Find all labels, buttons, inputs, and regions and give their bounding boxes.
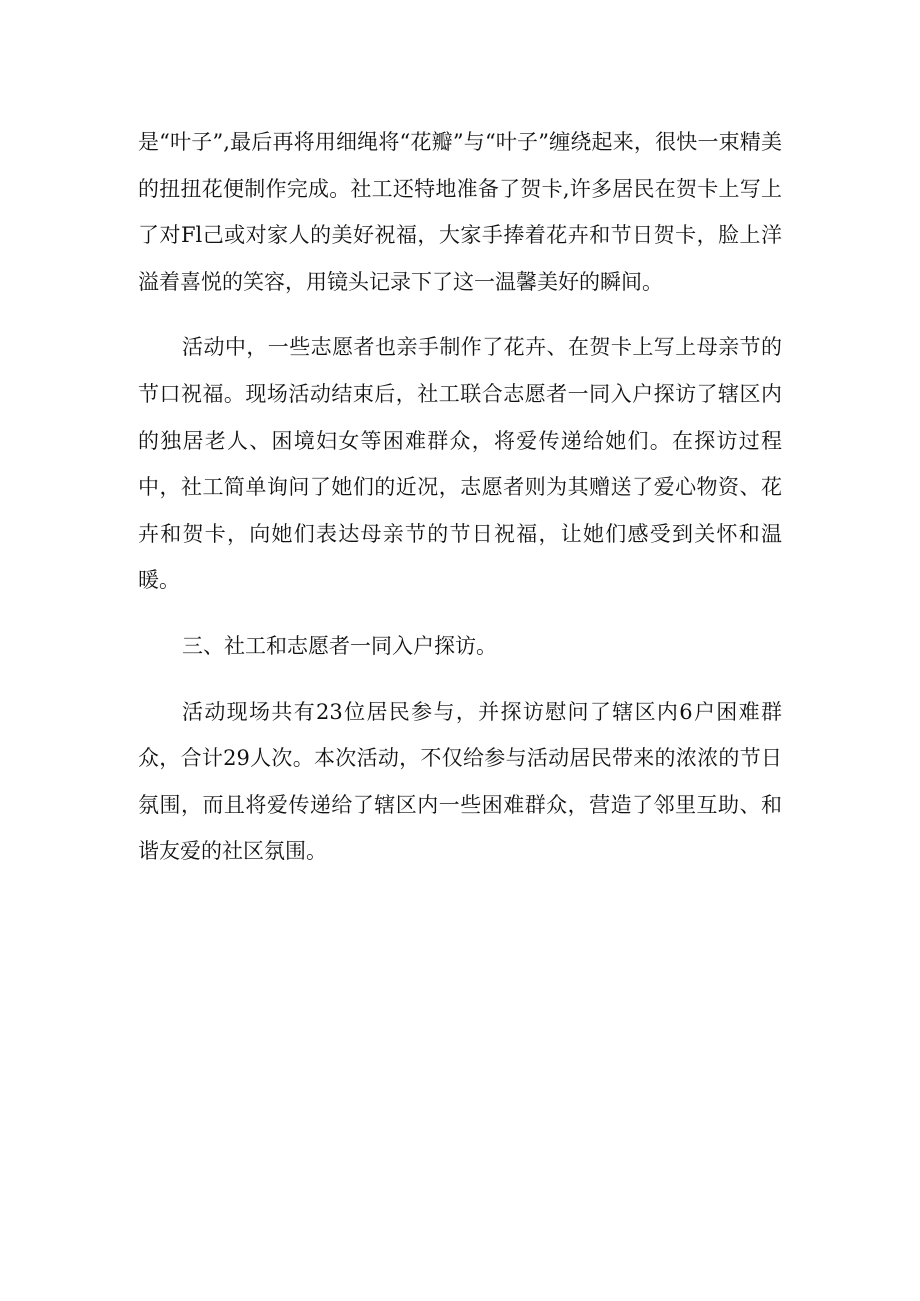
paragraph-activity: 活动中，一些志愿者也亲手制作了花卉、在贺卡上写上母亲节的节口祝福。现场活动结束后，社工联合志愿者一同入户探访了辖区内的独居老人、困境妇女等困难群众，将爱传递给她们。在探访过程中，社工简单询问了她们的近况，志愿者则为其赠送了爱心物资、花卉和贺卡，向她们表达母亲节的节日祝福，让她们感受到关怀和温暖。 bbox=[138, 335, 782, 593]
paragraph-summary: 活动现场共有23位居民参与，并探访慰问了辖区内6户困难群众，合计29人次。本次活动，不仅给参与活动居民带来的浓浓的节日氛围，而且将爱传递给了辖区内一些困难群众，营造了邻里互助、和谐友爱的社区氛围。 bbox=[138, 699, 782, 864]
section-heading: 三、社工和志愿者一同入户探访。 bbox=[182, 633, 497, 658]
document-body bbox=[138, 119, 782, 894]
paragraph-continuation: 是“叶子”,最后再将用细绳将“花瓣”与“叶子”缠绕起来，很快一束精美的扭扭花便制作完成。社工还特地准备了贺卡,许多居民在贺卡上写上了对Fl己或对家人的美好祝福，大家手捧着花卉和节日贺卡，脸上洋溢着喜悦的笑容，用镜头记录下了这一温馨美好的瞬间。 bbox=[138, 130, 782, 294]
